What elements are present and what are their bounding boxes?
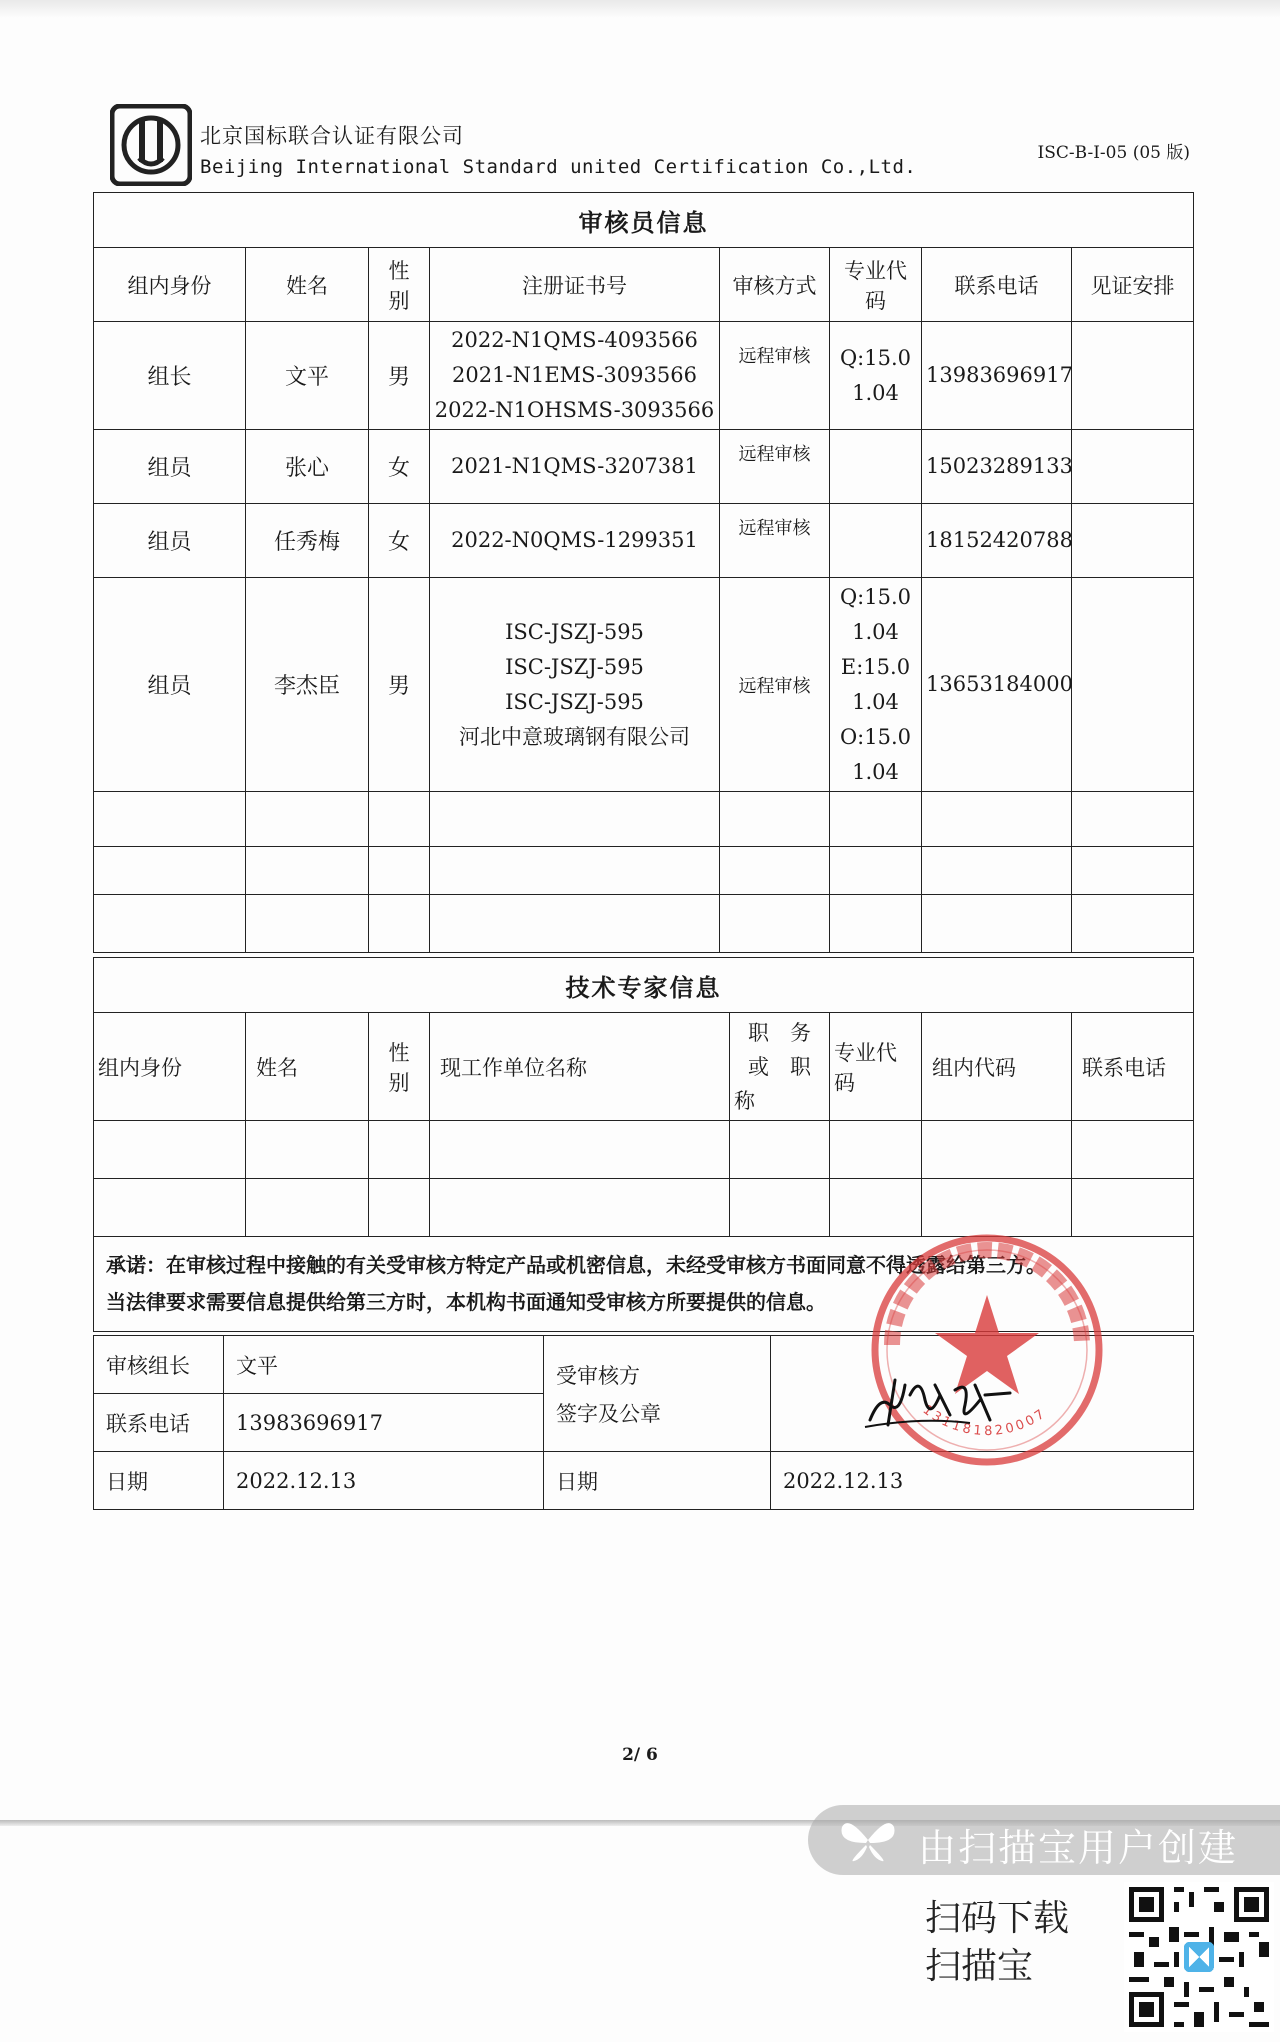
expert-header-row (94, 1013, 1194, 1121)
seal-number: 131181820007 (919, 1402, 1050, 1440)
download-prompt: 扫码下载 扫描宝 (925, 1898, 1070, 1987)
cell-name: 李杰臣 (246, 578, 369, 792)
scan-edge (0, 0, 1280, 18)
header-phone: 联系电话 (1072, 1013, 1194, 1121)
table-row-empty (94, 1121, 1194, 1179)
auditee-label: 受审核方 签字及公章 (544, 1336, 771, 1452)
cell-witness (1072, 322, 1194, 430)
header-role: 组内身份 (94, 248, 246, 322)
table-row (94, 504, 1194, 578)
header-name: 姓名 (246, 248, 369, 322)
cell-code (830, 430, 922, 504)
header-gender: 性 别 (369, 1013, 430, 1121)
date-label: 日期 (94, 1452, 224, 1510)
cell-role: 组长 (94, 322, 246, 430)
header-name: 姓名 (246, 1013, 369, 1121)
cell-role: 组员 (94, 504, 246, 578)
cell-code: Q:15.0 1.04 (830, 322, 922, 430)
cell-method: 远程审核 (720, 430, 830, 504)
cell-role: 组员 (94, 430, 246, 504)
cell-cert: 2021-N1QMS-3207381 (430, 430, 720, 504)
cell-role: 组员 (94, 578, 246, 792)
header-position: 职 务 或 职 称 (730, 1013, 830, 1121)
watermark-banner (808, 1805, 1280, 1875)
cell-phone: 13983696917 (922, 322, 1072, 430)
page-number: 2/ 6 (622, 1745, 658, 1765)
leader-label: 审核组长 (94, 1336, 224, 1394)
isc-logo-icon (110, 104, 192, 186)
cell-witness (1072, 430, 1194, 504)
header-group-code: 组内代码 (922, 1013, 1072, 1121)
header-cert: 注册证书号 (430, 248, 720, 322)
cell-name: 任秀梅 (246, 504, 369, 578)
auditor-table (93, 192, 1194, 953)
butterfly-icon (838, 1815, 898, 1865)
header-phone: 联系电话 (922, 248, 1072, 322)
cell-name: 文平 (246, 322, 369, 430)
cell-witness (1072, 504, 1194, 578)
company-name-cn: 北京国标联合认证有限公司 (200, 124, 464, 148)
signoff-table (93, 1335, 1194, 1510)
cell-phone: 13653184000 (922, 578, 1072, 792)
cell-name: 张心 (246, 430, 369, 504)
table-row-empty (94, 1179, 1194, 1237)
watermark-text: 由扫描宝用户创建 (918, 1826, 1239, 1870)
document-header (110, 98, 1190, 188)
phone-label: 联系电话 (94, 1394, 224, 1452)
confidentiality-promise: 承诺：在审核过程中接触的有关受审核方特定产品或机密信息，未经受审核方书面同意不得透露给第三方。 当法律要求需要信息提供给第三方时，本机构书面通知受审核方所要提供的信息。 (94, 1237, 1194, 1332)
expert-table (93, 957, 1194, 1332)
table-row-empty (94, 792, 1194, 847)
auditee-signature-cell (771, 1336, 1194, 1452)
table-row (94, 430, 1194, 504)
header-role: 组内身份 (94, 1013, 246, 1121)
expert-section-title: 技术专家信息 (94, 958, 1194, 1013)
cell-gender: 女 (369, 504, 430, 578)
auditor-header-row (94, 248, 1194, 322)
cell-gender: 男 (369, 322, 430, 430)
cell-method: 远程审核 (720, 504, 830, 578)
cell-phone: 15023289133 (922, 430, 1072, 504)
leader-phone: 13983696917 (224, 1394, 544, 1452)
header-witness: 见证安排 (1072, 248, 1194, 322)
cell-method: 远程审核 (720, 578, 830, 792)
auditor-section-title: 审核员信息 (94, 193, 1194, 248)
cell-code: Q:15.0 1.04 E:15.0 1.04 O:15.0 1.04 (830, 578, 922, 792)
auditee-date-label: 日期 (544, 1452, 771, 1510)
header-gender: 性 别 (369, 248, 430, 322)
cell-code (830, 504, 922, 578)
leader-name: 文平 (224, 1336, 544, 1394)
table-row (94, 578, 1194, 792)
cell-phone: 18152420788 (922, 504, 1072, 578)
cell-gender: 男 (369, 578, 430, 792)
cell-method: 远程审核 (720, 322, 830, 430)
table-row-empty (94, 895, 1194, 953)
cell-gender: 女 (369, 430, 430, 504)
company-name-en: Beijing International Standard united Certification Co.,Ltd. (200, 156, 917, 178)
header-code: 专业代 码 (830, 1013, 922, 1121)
header-unit: 现工作单位名称 (430, 1013, 730, 1121)
cell-cert: ISC-JSZJ-595 ISC-JSZJ-595 ISC-JSZJ-595 河北中意玻璃钢有限公司 (430, 578, 720, 792)
table-row-empty (94, 847, 1194, 895)
auditee-date: 2022.12.13 (771, 1452, 1194, 1510)
table-row (94, 322, 1194, 430)
header-code: 专业代 码 (830, 248, 922, 322)
cell-cert: 2022-N0QMS-1299351 (430, 504, 720, 578)
cell-witness (1072, 578, 1194, 792)
header-method: 审核方式 (720, 248, 830, 322)
document-code: ISC-B-I-05 (05 版) (1037, 143, 1190, 163)
leader-date: 2022.12.13 (224, 1452, 544, 1510)
qr-code-icon[interactable] (1124, 1882, 1274, 2032)
cell-cert: 2022-N1QMS-4093566 2021-N1EMS-3093566 2022-N1OHSMS-3093566 (430, 322, 720, 430)
